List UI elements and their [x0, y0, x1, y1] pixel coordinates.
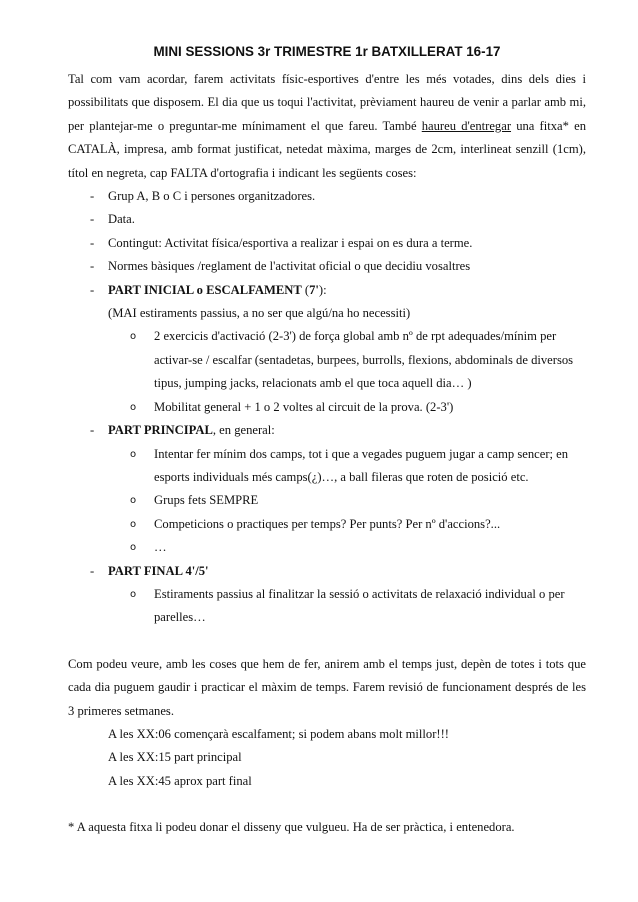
schedule-line: A les XX:15 part principal: [108, 750, 242, 765]
sublist-item: [130, 489, 586, 512]
list-item-text: ):: [318, 282, 327, 297]
intro-text-b: una fitxa* en CATALÀ, impresa, amb format justificat, netedat màxima, marges de 2cm, interlineat senzill (1cm), títol en negreta, cap FALTA d'ortografia i indicant les següents coses:: [68, 118, 586, 180]
dash-marker: -: [90, 189, 95, 204]
sublist-item-text: Competicions o practiques per temps? Per punts? Per nº d'accions?...: [154, 516, 501, 531]
circle-marker: o: [130, 518, 137, 530]
sublist-item: [130, 396, 586, 419]
list-item-text: (: [301, 282, 310, 297]
list-item: [90, 232, 586, 255]
sublist-item-text: 2 exercicis d'activació (2-3') de força global amb nº de rpt adequades/mínim per activar-se / escalfar (sentadetas, burpees, burrolls, flexions, abdominals de diversos tipus, jumping jacks, relacionats amb el que toca aquell dia… ): [154, 329, 574, 391]
sublist-item-text: Estiraments passius al finalitzar la sessió o activitats de relaxació individual o per parelles…: [154, 586, 565, 625]
dash-marker: -: [90, 212, 95, 227]
circle-marker: o: [130, 448, 137, 460]
sublist-item: [130, 513, 586, 536]
footnote: * A aquesta fitxa li podeu donar el disseny que vulgueu. Ha de ser pràctica, i entenedora.: [68, 820, 515, 835]
warm-up-sublist: [68, 325, 586, 419]
requirements-list-final: [68, 560, 586, 583]
duration-label: 7': [309, 282, 319, 297]
section-heading: PART INICIAL o ESCALFAMENT: [108, 282, 302, 297]
list-item-text: Normes bàsiques /reglament de l'activitat oficial o que decidiu vosaltres: [108, 259, 471, 274]
sublist-item-text: Intentar fer mínim dos camps, tot i que a vegades puguem jugar a camp sencer; en esports individuals més camps(¿)…, a ball fileras que roten de posició etc.: [154, 446, 569, 484]
document-title: MINI SESSIONS 3r TRIMESTRE 1r BATXILLERAT 16-17: [153, 44, 501, 59]
document-page: [68, 42, 586, 840]
sublist-item: [130, 325, 586, 395]
sublist-item: [130, 536, 586, 559]
list-item: [90, 560, 586, 583]
dash-marker: -: [90, 282, 95, 297]
sublist-item-text: Mobilitat general + 1 o 2 voltes al circuit de la prova. (2-3'): [154, 399, 454, 414]
circle-marker: o: [130, 542, 137, 554]
spacer: [68, 630, 586, 653]
closing-paragraph: Com podeu veure, amb les coses que hem de fer, anirem amb el temps just, depèn de totes i tots que cada dia puguem gaudir i practicar el màxim de temps. Farem revisió de funcionament després de les 3 primeres setmanes.: [68, 656, 586, 718]
intro-text-a: Tal com vam acordar, farem activitats físic-esportives d'entre les més votades, dins dels dies i possibilitats que disposem. El dia que us toqui l'activitat, prèviament haureu de venir a parlar amb mi, per plantejar-me o preguntar-me mínimament el que fareu. També: [68, 72, 586, 133]
circle-marker: o: [130, 588, 137, 600]
list-item: [90, 208, 586, 231]
list-item-text: Contingut: Activitat física/esportiva a realizar i espai on es dura a terme.: [108, 235, 473, 250]
sublist-item-text: Grups fets SEMPRE: [154, 493, 259, 508]
intro-paragraph: [68, 68, 586, 185]
requirements-list-cont: [68, 419, 586, 442]
main-part-sublist: [68, 443, 586, 560]
dash-marker: -: [90, 423, 95, 438]
final-part-sublist: [68, 583, 586, 630]
list-item-text: , en general:: [212, 423, 275, 438]
list-item: [90, 255, 586, 278]
list-item: [90, 185, 586, 208]
warm-up-note: (MAI estiraments passius, a no ser que algú/na ho necessiti): [108, 306, 411, 321]
circle-marker: o: [130, 401, 137, 413]
list-item-text: Data.: [108, 212, 135, 227]
dash-marker: -: [90, 259, 95, 274]
schedule-line: A les XX:06 començarà escalfament; si podem abans molt millor!!!: [108, 726, 449, 741]
requirements-list: [68, 185, 586, 302]
intro-underlined: haureu d'entregar: [421, 118, 512, 133]
circle-marker: o: [130, 331, 137, 343]
section-heading: PART FINAL 4'/5': [108, 563, 209, 578]
dash-marker: -: [90, 235, 95, 250]
sublist-item: [130, 443, 586, 490]
sublist-item-text: …: [154, 540, 167, 555]
list-item: [90, 279, 586, 302]
sublist-item: [130, 583, 586, 630]
section-heading: PART PRINCIPAL: [108, 423, 213, 438]
spacer: [68, 793, 586, 816]
dash-marker: -: [90, 563, 95, 578]
list-item-text: Grup A, B o C i persones organitzadores.: [108, 189, 316, 204]
list-item: [90, 419, 586, 442]
circle-marker: o: [130, 495, 137, 507]
schedule-line: A les XX:45 aprox part final: [108, 773, 252, 788]
